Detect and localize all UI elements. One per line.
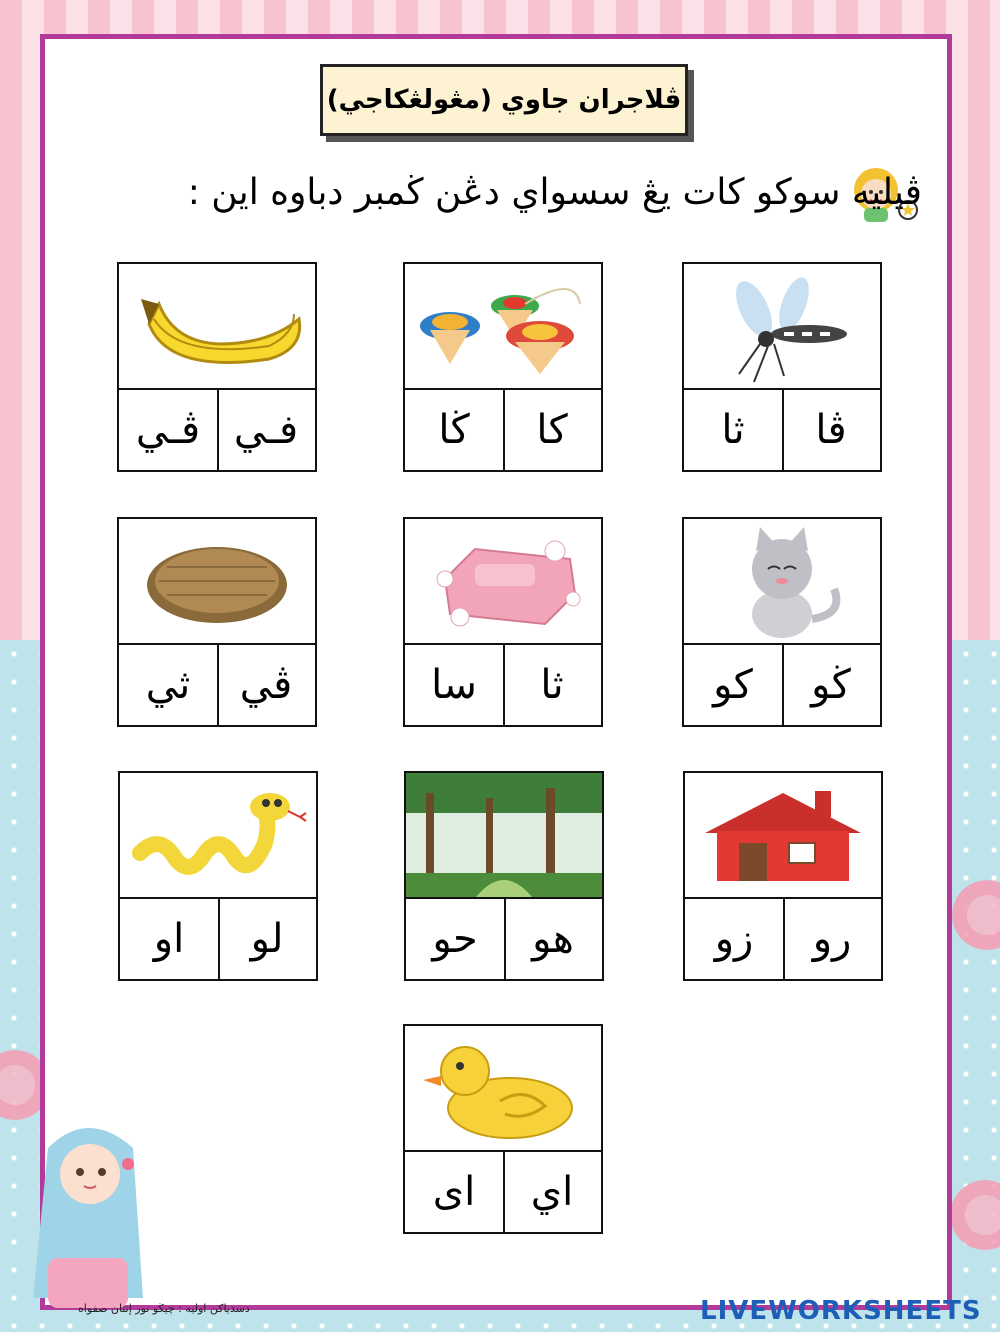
spinning-tops-image	[405, 264, 601, 390]
option-left[interactable]: حو	[406, 899, 506, 979]
instruction-text: ڤيليه سوكو كات يڠ سسواي دڠن ڬمبر دباوه اين :	[187, 172, 922, 213]
woven-tray-image	[119, 519, 315, 645]
option-left[interactable]: ڬا	[405, 390, 505, 470]
option-left[interactable]: ثي	[119, 645, 219, 725]
snake-image	[120, 773, 316, 899]
soap-image	[405, 519, 601, 645]
mosquito-image	[684, 264, 880, 390]
option-right[interactable]: ڤا	[815, 407, 847, 453]
option-right[interactable]: اي	[530, 1169, 574, 1215]
option-left[interactable]: سا	[405, 645, 505, 725]
card-mosquito	[682, 262, 882, 472]
card-snake	[118, 771, 318, 981]
forest-image	[406, 773, 602, 899]
card-banana	[117, 262, 317, 472]
footer-credit: دسدياكن اوليه : چيڬو نور إنتان صفواه	[78, 1302, 250, 1315]
card-soap	[403, 517, 603, 727]
option-right[interactable]: لو	[250, 916, 284, 962]
option-right[interactable]: رو	[812, 916, 852, 962]
cat-image	[684, 519, 880, 645]
option-left[interactable]: كو	[684, 645, 784, 725]
card-house	[683, 771, 883, 981]
page-title: ڤلاجران جاوي (مڠولڠكاجي)	[320, 64, 688, 136]
brand-logo[interactable]: LIVEWORKSHEETS	[700, 1296, 982, 1326]
card-woven-tray	[117, 517, 317, 727]
option-right[interactable]: فـي	[233, 407, 299, 453]
girl-illustration-icon	[18, 1108, 158, 1318]
option-right[interactable]: كا	[536, 407, 568, 453]
card-cat	[682, 517, 882, 727]
card-spinning-tops	[403, 262, 603, 472]
option-left[interactable]: ثا	[684, 390, 784, 470]
option-right[interactable]: ڤي	[239, 662, 293, 708]
option-right[interactable]: هو	[532, 916, 574, 962]
banana-image	[119, 264, 315, 390]
card-duck	[403, 1024, 603, 1234]
option-left[interactable]: ڤـي	[119, 390, 219, 470]
house-image	[685, 773, 881, 899]
option-right[interactable]: ڬو	[811, 662, 851, 708]
option-left[interactable]: او	[120, 899, 220, 979]
card-forest	[404, 771, 604, 981]
option-right[interactable]: ثا	[540, 662, 564, 708]
option-left[interactable]: زو	[685, 899, 785, 979]
duck-image	[405, 1026, 601, 1152]
option-left[interactable]: اى	[405, 1152, 505, 1232]
